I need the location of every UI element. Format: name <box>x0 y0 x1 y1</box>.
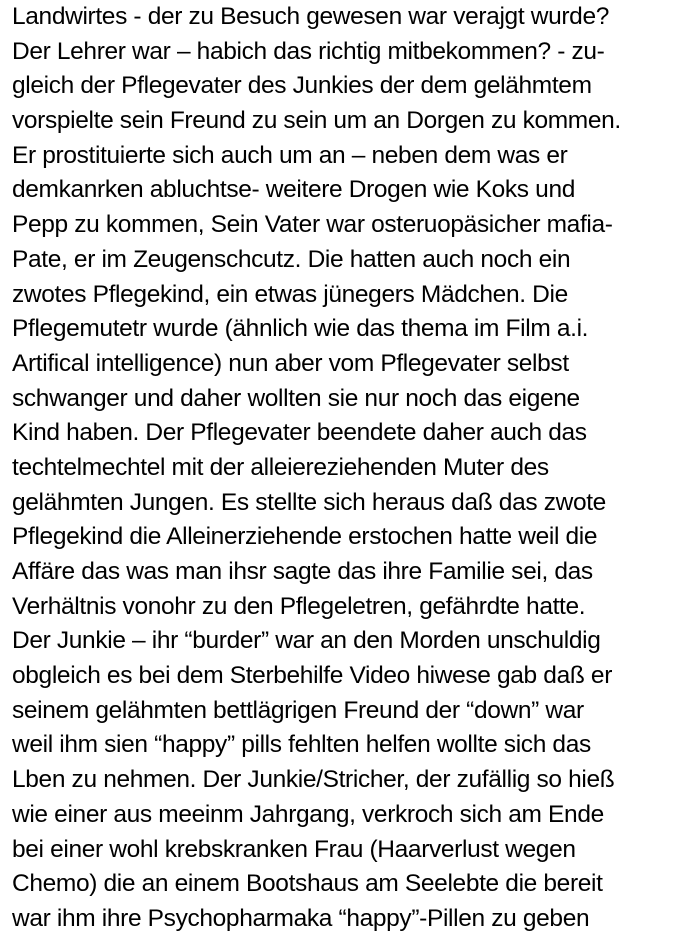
text-line: gleich der Pflegevater des Junkies der dem gelähmtem <box>12 72 592 100</box>
text-line: Pate, er im Zeugenschcutz. Die hatten auch noch ein <box>12 245 571 273</box>
text-line: techtelmechtel mit der alleiereziehenden Muter des <box>12 453 549 481</box>
text-line: Lben zu nehmen. Der Junkie/Stricher, der zufällig so hieß <box>12 766 615 794</box>
text-line: Pepp zu kommen, Sein Vater war osteruopäsicher mafia- <box>12 211 613 239</box>
text-line: Verhältnis vonohr zu den Pflegeletren, gefährdte hatte. <box>12 592 586 620</box>
text-line: war ihm ihre Psychopharmaka “happy”-Pillen zu geben <box>12 904 590 932</box>
text-line: gelähmten Jungen. Es stellte sich heraus daß das zwote <box>12 488 606 516</box>
text-line: Landwirtes - der zu Besuch gewesen war verajgt wurde? <box>12 3 609 30</box>
text-line: Artifical intelligence) nun aber vom Pflegevater selbst <box>12 349 569 377</box>
text-line: wie einer aus meeinm Jahrgang, verkroch sich am Ende <box>12 800 604 828</box>
text-line: schwanger und daher wollten sie nur noch das eigene <box>12 384 580 412</box>
document-body-text <box>12 0 680 937</box>
text-line: Der Junkie – ihr “burder” war an den Morden unschuldig <box>12 627 601 655</box>
text-line: Kind haben. Der Pflegevater beendete daher auch das <box>12 419 587 447</box>
text-line: vorspielte sein Freund zu sein um an Dorgen zu kommen. <box>12 107 621 135</box>
text-line: obgleich es bei dem Sterbehilfe Video hiwese gab daß er <box>12 662 612 690</box>
text-line: weil ihm sien “happy” pills fehlten helfen wollte sich das <box>12 731 591 759</box>
text-line: Pflegekind die Alleinerziehende erstochen hatte weil die <box>12 523 598 551</box>
text-line: Pflegemutetr wurde (ähnlich wie das thema im Film a.i. <box>12 315 589 343</box>
text-line: Chemo) die an einem Bootshaus am Seelebte die bereit <box>12 870 603 898</box>
text-line: zwotes Pflegekind, ein etwas jünegers Mädchen. Die <box>12 280 568 308</box>
text-line: Er prostituierte sich auch um an – neben dem was er <box>12 141 568 169</box>
text-line: bei einer wohl krebskranken Frau (Haarverlust wegen <box>12 835 576 863</box>
text-line: Der Lehrer war – habich das richtig mitbekommen? - zu- <box>12 37 605 65</box>
text-line: seinem gelähmten bettlägrigen Freund der “down” war <box>12 696 584 724</box>
text-line: demkanrken abluchtse- weitere Drogen wie Koks und <box>12 176 575 204</box>
text-line: Affäre das was man ihsr sagte das ihre Familie sei, das <box>12 558 593 585</box>
